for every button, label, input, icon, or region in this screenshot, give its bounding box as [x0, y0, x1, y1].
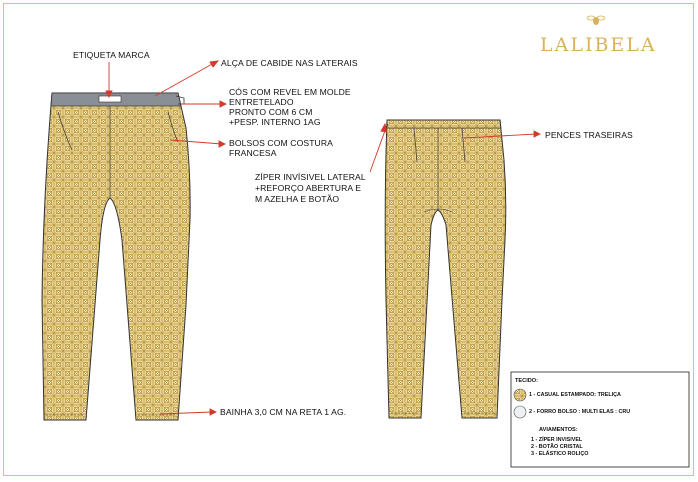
callout-cos-line-1: CÓS COM REVEL EM MOLDE	[229, 87, 351, 97]
bee-icon	[587, 16, 605, 25]
front-pants-view	[42, 93, 190, 420]
legend-aviamento-1: 1 - ZÍPER INVISIVEL	[531, 437, 583, 443]
arrow-bolsos	[219, 141, 225, 147]
leader-alca	[155, 63, 214, 96]
callout-ziper-line-2: +REFORÇO ABERTURA E	[255, 183, 362, 193]
brand-label-tag	[99, 96, 121, 102]
legend-fabric-2: 2 - FORRO BOLSO : MULTI ELAS : CRU	[529, 409, 631, 415]
back-pants-view	[384, 120, 506, 418]
callout-etiqueta: ETIQUETA MARCA	[73, 50, 150, 60]
callout-cos-line-3: PRONTO COM 6 CM	[229, 107, 313, 117]
callout-ziper-line-1: ZÍPER INVÍSIVEL LATERAL	[255, 172, 366, 182]
back-leg-fabric	[385, 120, 506, 418]
callout-pences: PENCES TRASEIRAS	[545, 130, 633, 140]
arrow-ziper	[381, 124, 387, 132]
leader-ziper	[370, 128, 386, 172]
arrow-pences	[534, 131, 540, 137]
arrow-bainha	[210, 409, 216, 415]
callout-bolsos-line-1: BOLSOS COM COSTURA	[229, 138, 333, 148]
callout-alca: ALÇA DE CABIDE NAS LATERAIS	[221, 58, 358, 68]
arrow-alca	[210, 61, 218, 67]
front-leg-fabric	[42, 93, 190, 420]
callout-bolsos-line-2: FRANCESA	[229, 148, 277, 158]
callout-cos-line-4: +PESP. INTERNO 1AG	[229, 117, 321, 127]
fabric-swatch-1	[514, 389, 526, 401]
callout-cos-line-2: ENTRETELADO	[229, 97, 294, 107]
fabric-swatch-2	[514, 406, 526, 418]
arrow-cos	[220, 101, 226, 107]
legend-fabric-1: 1 - CASUAL ESTAMPADO: TRELIÇA	[529, 392, 621, 398]
legend-aviamento-2: 2 - BOTÃO CRISTAL	[531, 444, 583, 450]
callout-ziper-line-3: M AZELHA E BOTÃO	[255, 194, 340, 204]
legend-tecido-title: TECIDO:	[515, 378, 538, 384]
legend-aviamento-3: 3 - ELÁSTICO ROLIÇO	[531, 451, 589, 457]
legend-aviamentos-title: AVIAMENTOS:	[539, 427, 578, 433]
callout-bainha: BAINHA 3,0 CM NA RETA 1 AG.	[220, 407, 347, 417]
brand-logo: LALIBELA	[540, 34, 657, 56]
